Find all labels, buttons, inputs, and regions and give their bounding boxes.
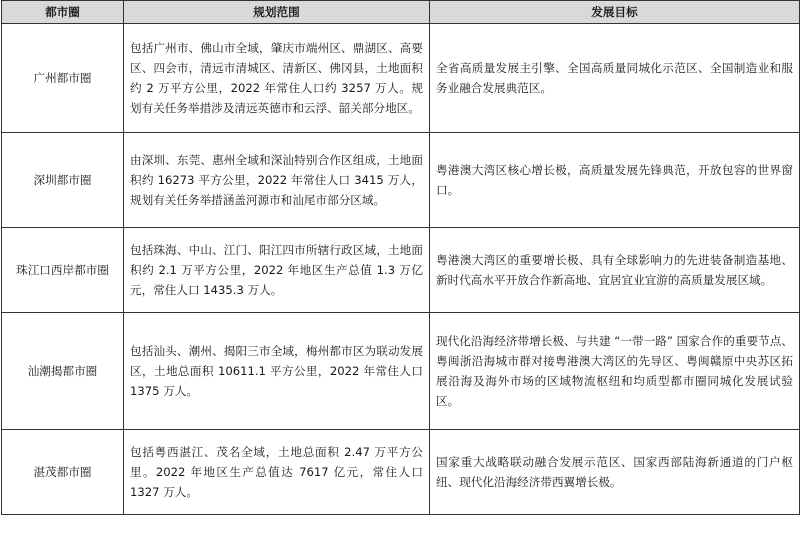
planning-scope-cell: 包括粤西湛江、茂名全域，土地总面积 2.47 万平方公里。2022 年地区生产总值达 7617 亿元，常住人口 1327 万人。 — [124, 430, 430, 515]
planning-scope-cell: 由深圳、东莞、惠州全域和深汕特别合作区组成，土地面积约 16273 平方公里，2022 年常住人口 3415 万人，规划有关任务举措涵盖河源市和汕尾市部分区域。 — [124, 133, 430, 228]
metro-circle-name: 珠江口西岸都市圈 — [2, 228, 124, 313]
development-goal-cell: 粤港澳大湾区的重要增长极、具有全球影响力的先进装备制造基地、新时代高水平开放合作新高地、宜居宜业宜游的高质量发展区域。 — [430, 228, 800, 313]
table-header-row — [2, 1, 800, 24]
metro-circle-table — [1, 0, 800, 515]
metro-circle-name: 广州都市圈 — [2, 24, 124, 133]
header-planning-scope: 规划范围 — [124, 1, 430, 24]
table-row — [2, 228, 800, 313]
development-goal-cell: 粤港澳大湾区核心增长极，高质量发展先锋典范，开放包容的世界窗口。 — [430, 133, 800, 228]
metro-circle-name: 深圳都市圈 — [2, 133, 124, 228]
table-row — [2, 133, 800, 228]
development-goal-cell: 国家重大战略联动融合发展示范区、国家西部陆海新通道的门户枢纽、现代化沿海经济带西翼增长极。 — [430, 430, 800, 515]
planning-scope-cell: 包括汕头、潮州、揭阳三市全域，梅州都市区为联动发展区，土地总面积 10611.1 平方公里，2022 年常住人口 1375 万人。 — [124, 313, 430, 430]
header-metro-circle: 都市圈 — [2, 1, 124, 24]
table-row — [2, 430, 800, 515]
metro-circle-name: 汕潮揭都市圈 — [2, 313, 124, 430]
development-goal-cell: 全省高质量发展主引擎、全国高质量同城化示范区、全国制造业和服务业融合发展典范区。 — [430, 24, 800, 133]
development-goal-cell: 现代化沿海经济带增长极、与共建 “一带一路” 国家合作的重要节点、粤闽浙沿海城市群对接粤港澳大湾区的先导区、粤闽赣原中央苏区拓展沿海及海外市场的区域物流枢纽和均质型都市圈同城化发展试验区。 — [430, 313, 800, 430]
table-row — [2, 313, 800, 430]
planning-scope-cell: 包括珠海、中山、江门、阳江四市所辖行政区域，土地面积约 2.1 万平方公里，2022 年地区生产总值 1.3 万亿元，常住人口 1435.3 万人。 — [124, 228, 430, 313]
planning-scope-cell: 包括广州市、佛山市全域，肇庆市端州区、鼎湖区、高要区、四会市，清远市清城区、清新区、佛冈县，土地面积约 2 万平方公里，2022 年常住人口约 3257 万人。规划有关任务举措涉及清远英德市和云浮、韶关部分地区。 — [124, 24, 430, 133]
table-row — [2, 24, 800, 133]
header-development-goal: 发展目标 — [430, 1, 800, 24]
metro-circle-name: 湛茂都市圈 — [2, 430, 124, 515]
